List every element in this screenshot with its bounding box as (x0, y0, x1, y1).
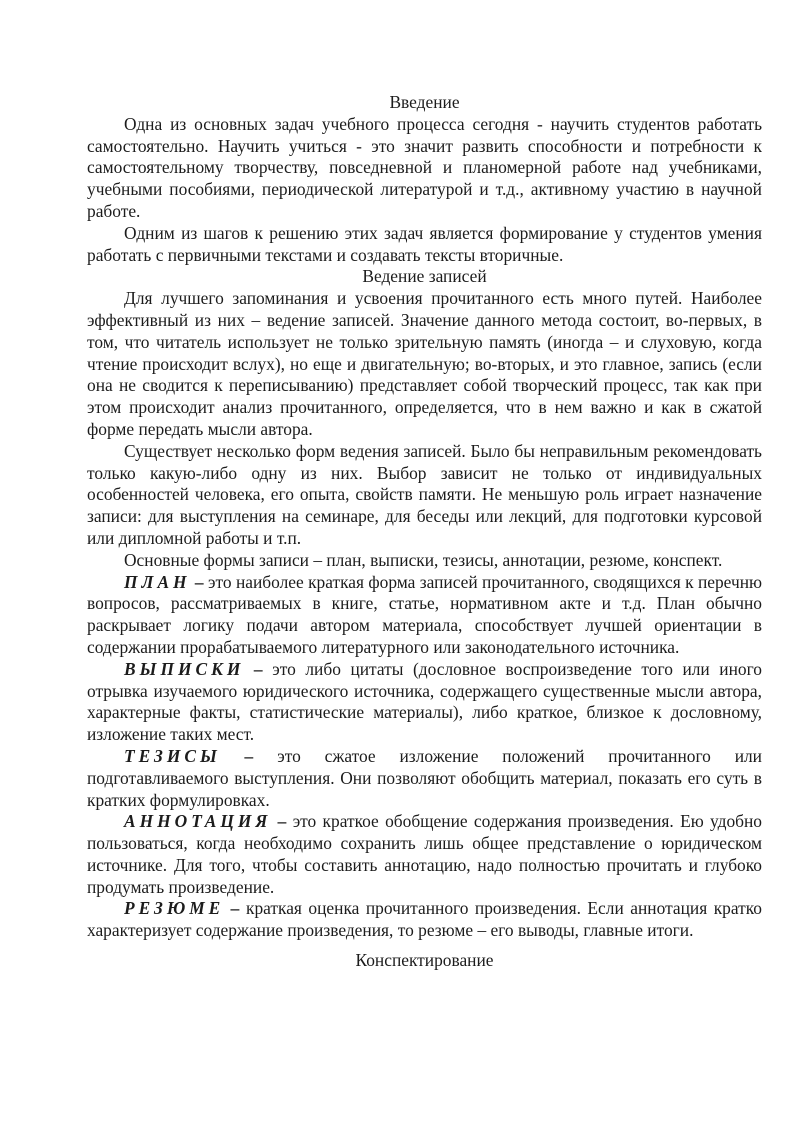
notes-paragraph-2: Существует несколько форм ведения записей. Было бы неправильным рекомендовать только какую-либо одну из них. Выбор зависит не только от индивидуальных особенностей человека, его опыта, свойств памяти. Не меньшую роль играет назначение записи: для выступления на семинаре, для беседы или лекций, для подготовки курсовой или дипломной работы и т.п. (87, 440, 762, 548)
form-extracts (87, 659, 762, 746)
notes-paragraph-1: Для лучшего запоминания и усвоения прочитанного есть много путей. Наиболее эффективный из них – ведение записей. Значение данного метода состоит, во-первых, в том, что читатель использует не только зрительную память (иногда – и слуховую, когда чтение происходит вслух), но еще и двигательную; во-вторых, и это главное, запись (если она не сводится к переписыванию) представляет собой творческий процесс, так как при этом происходит анализ прочитанного, определяется, что в нем важно и как в сжатой форме передать мысли автора. (87, 288, 762, 439)
form-term: РЕЗЮМЕ (124, 898, 225, 919)
form-plan (87, 572, 762, 659)
intro-paragraph-1: Одна из основных задач учебного процесса сегодня - научить студентов работать самостоятельно. Научить учиться - это значит развить способности и потребности к самостоятельному творчеству, повседневной и планомерной работе над учебниками, учебными пособиями, периодической литературой и т.д., активному участию в научной работе. (87, 113, 762, 221)
heading-notes: Ведение записей (362, 266, 487, 287)
intro-paragraph-2: Одним из шагов к решению этих задач является формирование у студентов умения работать с первичными текстами и создавать тексты вторичные. (87, 222, 762, 265)
form-term: ПЛАН (124, 571, 191, 592)
form-summary (87, 898, 762, 942)
form-definition: это краткое обобщение содержания произведения. Ею удобно пользоваться, когда необходимо сохранить лишь общее представление о юридическом источнике. Для того, чтобы составить аннотацию, надо полностью прочитать и глубоко продумать произведение. (87, 811, 762, 897)
heading-conspect: Конспектирование (355, 950, 494, 971)
form-dash: – (220, 745, 254, 766)
form-definition: это наиболее краткая форма записей прочитанного, сводящихся к перечню вопросов, рассматриваемых в книге, статье, нормативном акте и т.д. План обычно раскрывает логику подачи автором материала, способствует лучшей ориентации в содержании прорабатываемого литературного или законодательного источника. (87, 571, 762, 657)
form-dash: – (224, 898, 240, 919)
form-term: ВЫПИСКИ (124, 658, 245, 679)
form-definition: это сжатое изложение положений прочитанного или подготавливаемого выступления. Они позволяют обобщить материал, показать его суть в кратких формулировках. (87, 745, 762, 810)
form-annotation (87, 811, 762, 898)
form-dash: – (271, 811, 287, 832)
form-dash: – (244, 658, 263, 679)
form-theses (87, 746, 762, 811)
form-term: АННОТАЦИЯ (124, 811, 272, 832)
form-definition: это либо цитаты (дословное воспроизведение того или иного отрывка изучаемого юридического источника, содержащего существенные мысли автора, характерные факты, статистические материалы), либо краткое, близкое к дословному, изложение таких мест. (87, 658, 763, 745)
form-term: ТЕЗИСЫ (124, 745, 221, 766)
heading-intro: Введение (389, 92, 460, 112)
notes-paragraph-3: Основные формы записи – план, выписки, тезисы, аннотации, резюме, конспект. (124, 549, 723, 570)
form-dash: – (190, 571, 204, 592)
form-definition: краткая оценка прочитанного произведения. Если аннотация кратко характеризует содержание произведения, то резюме – его выводы, главные итоги. (87, 898, 763, 941)
